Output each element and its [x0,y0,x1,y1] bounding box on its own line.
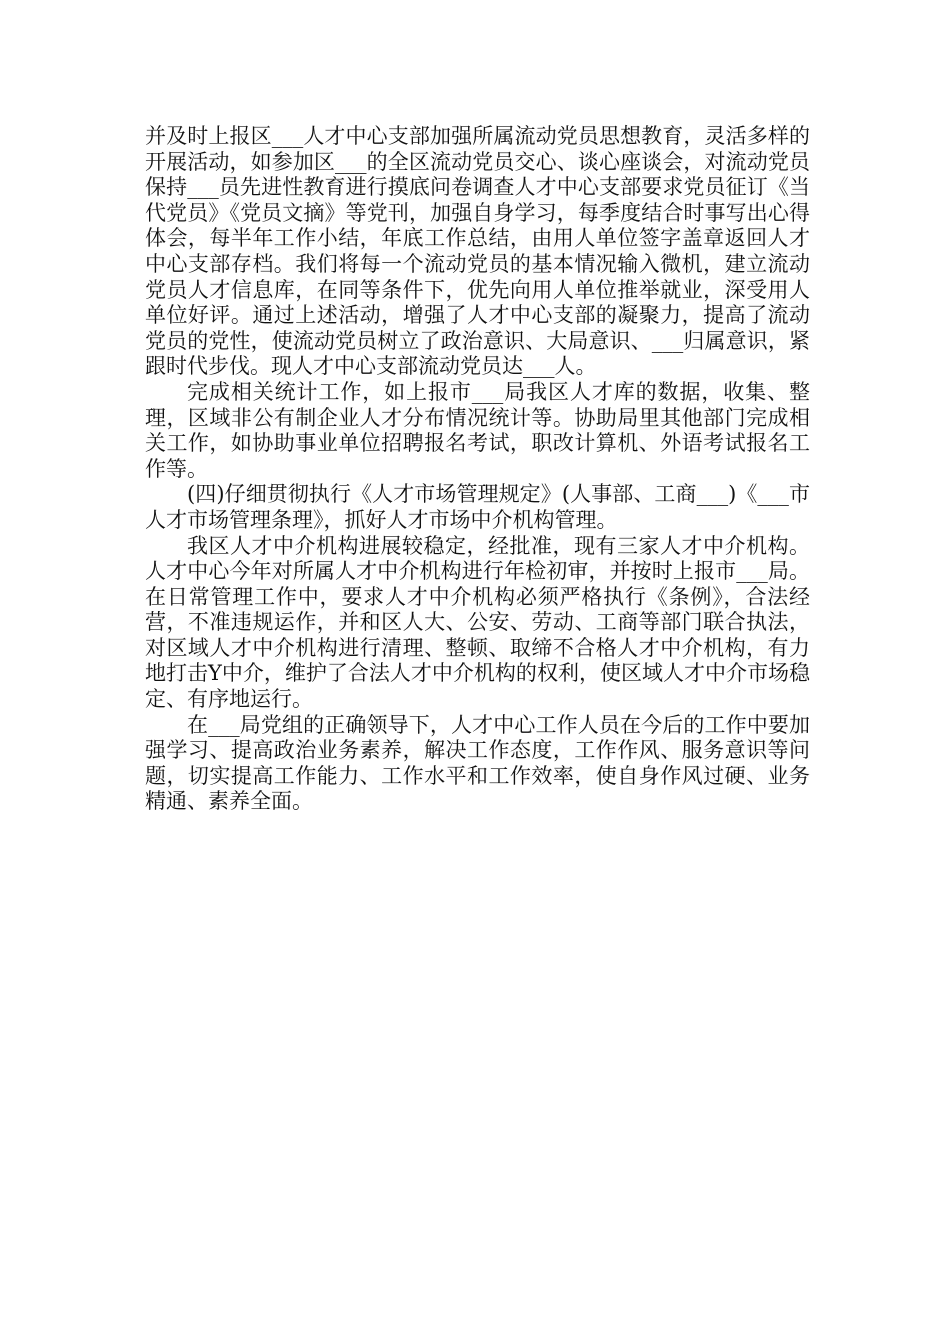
paragraph-future-work: 在___局党组的正确领导下，人才中心工作人员在今后的工作中要加强学习、提高政治业务素养，解决工作态度，工作作风、服务意识等问题，切实提高工作能力、工作水平和工作效率，使自身作风过硬、业务精通、素养全面。 [145,712,810,814]
paragraph-statistics: 完成相关统计工作，如上报市___局我区人才库的数据，收集、整理，区域非公有制企业人才分布情况统计等。协助局里其他部门完成相关工作，如协助事业单位招聘报名考试，职改计算机、外语考试报名工作等。 [145,379,810,481]
paragraph-agency-management: 我区人才中介机构进展较稳定，经批准，现有三家人才中介机构。人才中心今年对所属人才中介机构进行年检初审，并按时上报市___局。在日常管理工作中，要求人才中介机构必须严格执行《条例》，合法经营，不准违规运作，并和区人大、公安、劳动、工商等部门联合执法，对区域人才中介机构进行清理、整顿、取缔不合格人才中介机构，有力地打击Y中介，维护了合法人才中介机构的权利，使区域人才中介市场稳定、有序地运行。 [145,533,810,712]
paragraph-party-members: 并及时上报区___人才中心支部加强所属流动党员思想教育，灵活多样的开展活动，如参加区___的全区流动党员交心、谈心座谈会，对流动党员保持___员先进性教育进行摸底问卷调查人才中心支部要求党员征订《当代党员》《党员文摘》等党刊，加强自身学习，每季度结合时事写出心得体会，每半年工作小结，年底工作总结，由用人单位签字盖章返回人才中心支部存档。我们将每一个流动党员的基本情况输入微机，建立流动党员人才信息库，在同等条件下，优先向用人单位推举就业，深受用人单位好评。通过上述活动，增强了人才中心支部的凝聚力，提高了流动党员的党性，使流动党员树立了政治意识、大局意识、___归属意识，紧跟时代步伐。现人才中心支部流动党员达___人。 [145,124,810,379]
document-body [145,124,810,815]
paragraph-section-four-heading: (四)仔细贯彻执行《人才市场管理规定》(人事部、工商___)《___市人才市场管理条理》，抓好人才市场中介机构管理。 [145,482,810,532]
